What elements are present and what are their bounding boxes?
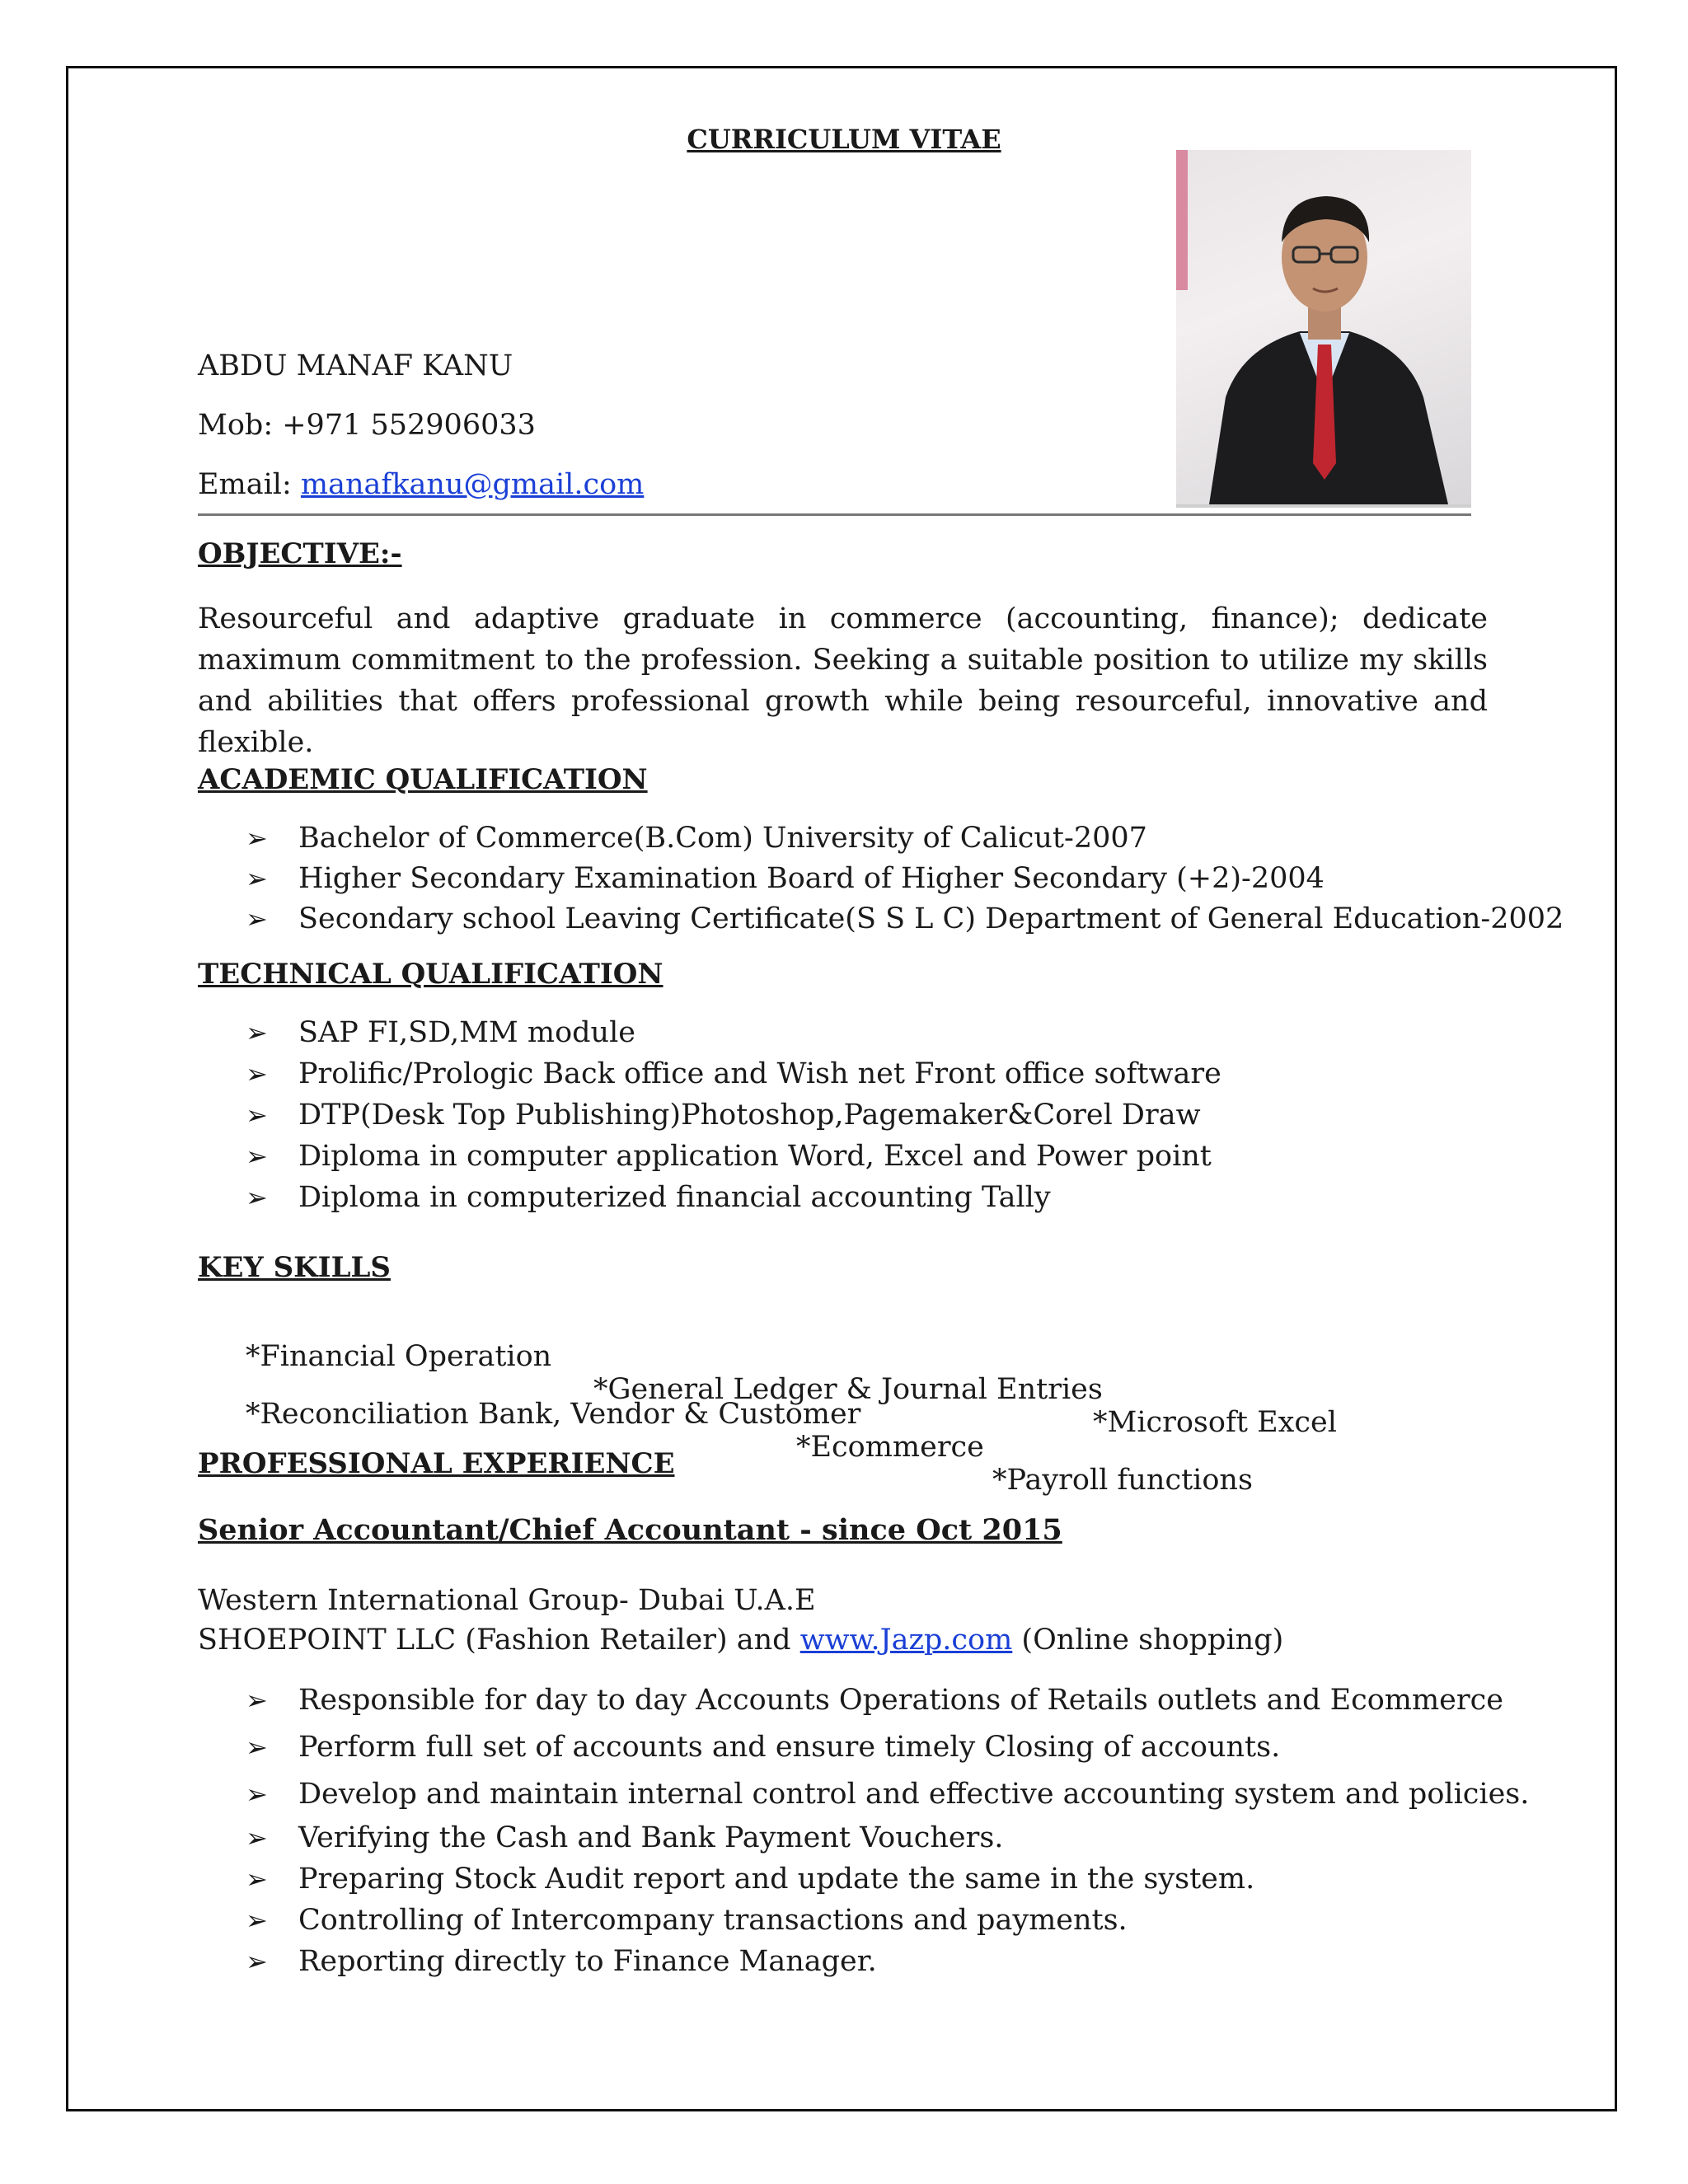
- list-item: ➢ Perform full set of accounts and ensure timely Closing of accounts.: [246, 1730, 1281, 1764]
- skill-item: *Microsoft Excel: [1093, 1406, 1337, 1439]
- mobile-number: Mob: +971 552906033: [198, 409, 536, 442]
- arrow-bullet-icon: ➢: [246, 862, 268, 894]
- list-item: ➢ Develop and maintain internal control and effective accounting system and policies.: [246, 1777, 1530, 1811]
- email-label: Email:: [198, 468, 301, 501]
- skill-item: *Payroll functions: [992, 1464, 1253, 1497]
- arrow-bullet-icon: ➢: [246, 1863, 268, 1895]
- arrow-bullet-icon: ➢: [246, 1946, 268, 1977]
- technical-list: [246, 1012, 1531, 1218]
- email-line: [198, 468, 644, 501]
- email-link[interactable]: manafkanu@gmail.com: [300, 468, 645, 501]
- academic-list: [246, 818, 1564, 939]
- list-item: ➢ Bachelor of Commerce(B.Com) University of Calicut-2007: [246, 821, 1147, 855]
- skills-heading: KEY SKILLS: [198, 1251, 391, 1284]
- list-item: ➢ Reporting directly to Finance Manager.: [246, 1945, 877, 1978]
- employer-line: SHOEPOINT LLC (Fashion Retailer) and www.Jazp.com (Online shopping): [198, 1624, 1284, 1657]
- arrow-bullet-icon: ➢: [246, 1182, 268, 1213]
- skill-item: *Ecommerce: [796, 1431, 984, 1464]
- profile-photo: [1176, 150, 1471, 508]
- list-item: ➢ Preparing Stock Audit report and update the same in the system.: [246, 1863, 1255, 1896]
- skill-item: *General Ledger & Journal Entries: [593, 1373, 1103, 1406]
- list-item: ➢ Secondary school Leaving Certificate(S S L C) Department of General Education-2002: [246, 902, 1564, 935]
- arrow-bullet-icon: ➢: [246, 1822, 268, 1854]
- arrow-bullet-icon: ➢: [246, 1058, 268, 1090]
- arrow-bullet-icon: ➢: [246, 1017, 268, 1048]
- document-title: CURRICULUM VITAE: [687, 124, 1001, 155]
- list-item: ➢ Higher Secondary Examination Board of Higher Secondary (+2)-2004: [246, 861, 1325, 895]
- list-item: ➢ Verifying the Cash and Bank Payment Vouchers.: [246, 1821, 1004, 1854]
- list-item: ➢ Responsible for day to day Accounts Operations of Retails outlets and Ecommerce: [246, 1683, 1503, 1717]
- technical-heading: TECHNICAL QUALIFICATION: [198, 958, 663, 991]
- list-item: ➢ Controlling of Intercompany transactions and payments.: [246, 1904, 1128, 1937]
- list-item: ➢ Diploma in computerized financial accounting Tally: [246, 1181, 1051, 1214]
- profile-photo-image: [1176, 150, 1471, 504]
- arrow-bullet-icon: ➢: [246, 1099, 268, 1131]
- candidate-name: ABDU MANAF KANU: [198, 349, 513, 382]
- header-divider: [198, 513, 1471, 516]
- website-link[interactable]: www.Jazp.com: [799, 1624, 1013, 1657]
- arrow-bullet-icon: ➢: [246, 822, 268, 854]
- arrow-bullet-icon: ➢: [246, 1684, 268, 1716]
- list-item: ➢ SAP FI,SD,MM module: [246, 1016, 635, 1049]
- list-item: ➢ Prolific/Prologic Back office and Wish net Front office software: [246, 1057, 1221, 1090]
- objective-text: Resourceful and adaptive graduate in commerce (accounting, finance); dedicate maximum commitment to the profession. Seeking a suitable position to utilize my skills and abilities that offers professional growth while being resourceful, innovative and flexible.: [198, 602, 1488, 759]
- objective-heading: OBJECTIVE:-: [198, 537, 402, 570]
- arrow-bullet-icon: ➢: [246, 1731, 268, 1763]
- academic-heading: ACADEMIC QUALIFICATION: [198, 763, 648, 796]
- arrow-bullet-icon: ➢: [246, 1905, 268, 1936]
- skill-item: *Financial Operation: [246, 1340, 552, 1373]
- job-title: Senior Accountant/Chief Accountant - since Oct 2015: [198, 1513, 1062, 1547]
- list-item: ➢ DTP(Desk Top Publishing)Photoshop,Pagemaker&Corel Draw: [246, 1099, 1201, 1132]
- company-name: Western International Group- Dubai U.A.E: [198, 1584, 816, 1617]
- experience-list: [246, 1676, 1531, 1982]
- arrow-bullet-icon: ➢: [246, 1778, 268, 1810]
- skill-item: *Reconciliation Bank, Vendor & Customer: [246, 1398, 861, 1431]
- arrow-bullet-icon: ➢: [246, 1141, 268, 1172]
- experience-heading: PROFESSIONAL EXPERIENCE: [198, 1447, 675, 1480]
- list-item: ➢ Diploma in computer application Word, Excel and Power point: [246, 1140, 1212, 1173]
- arrow-bullet-icon: ➢: [246, 902, 268, 935]
